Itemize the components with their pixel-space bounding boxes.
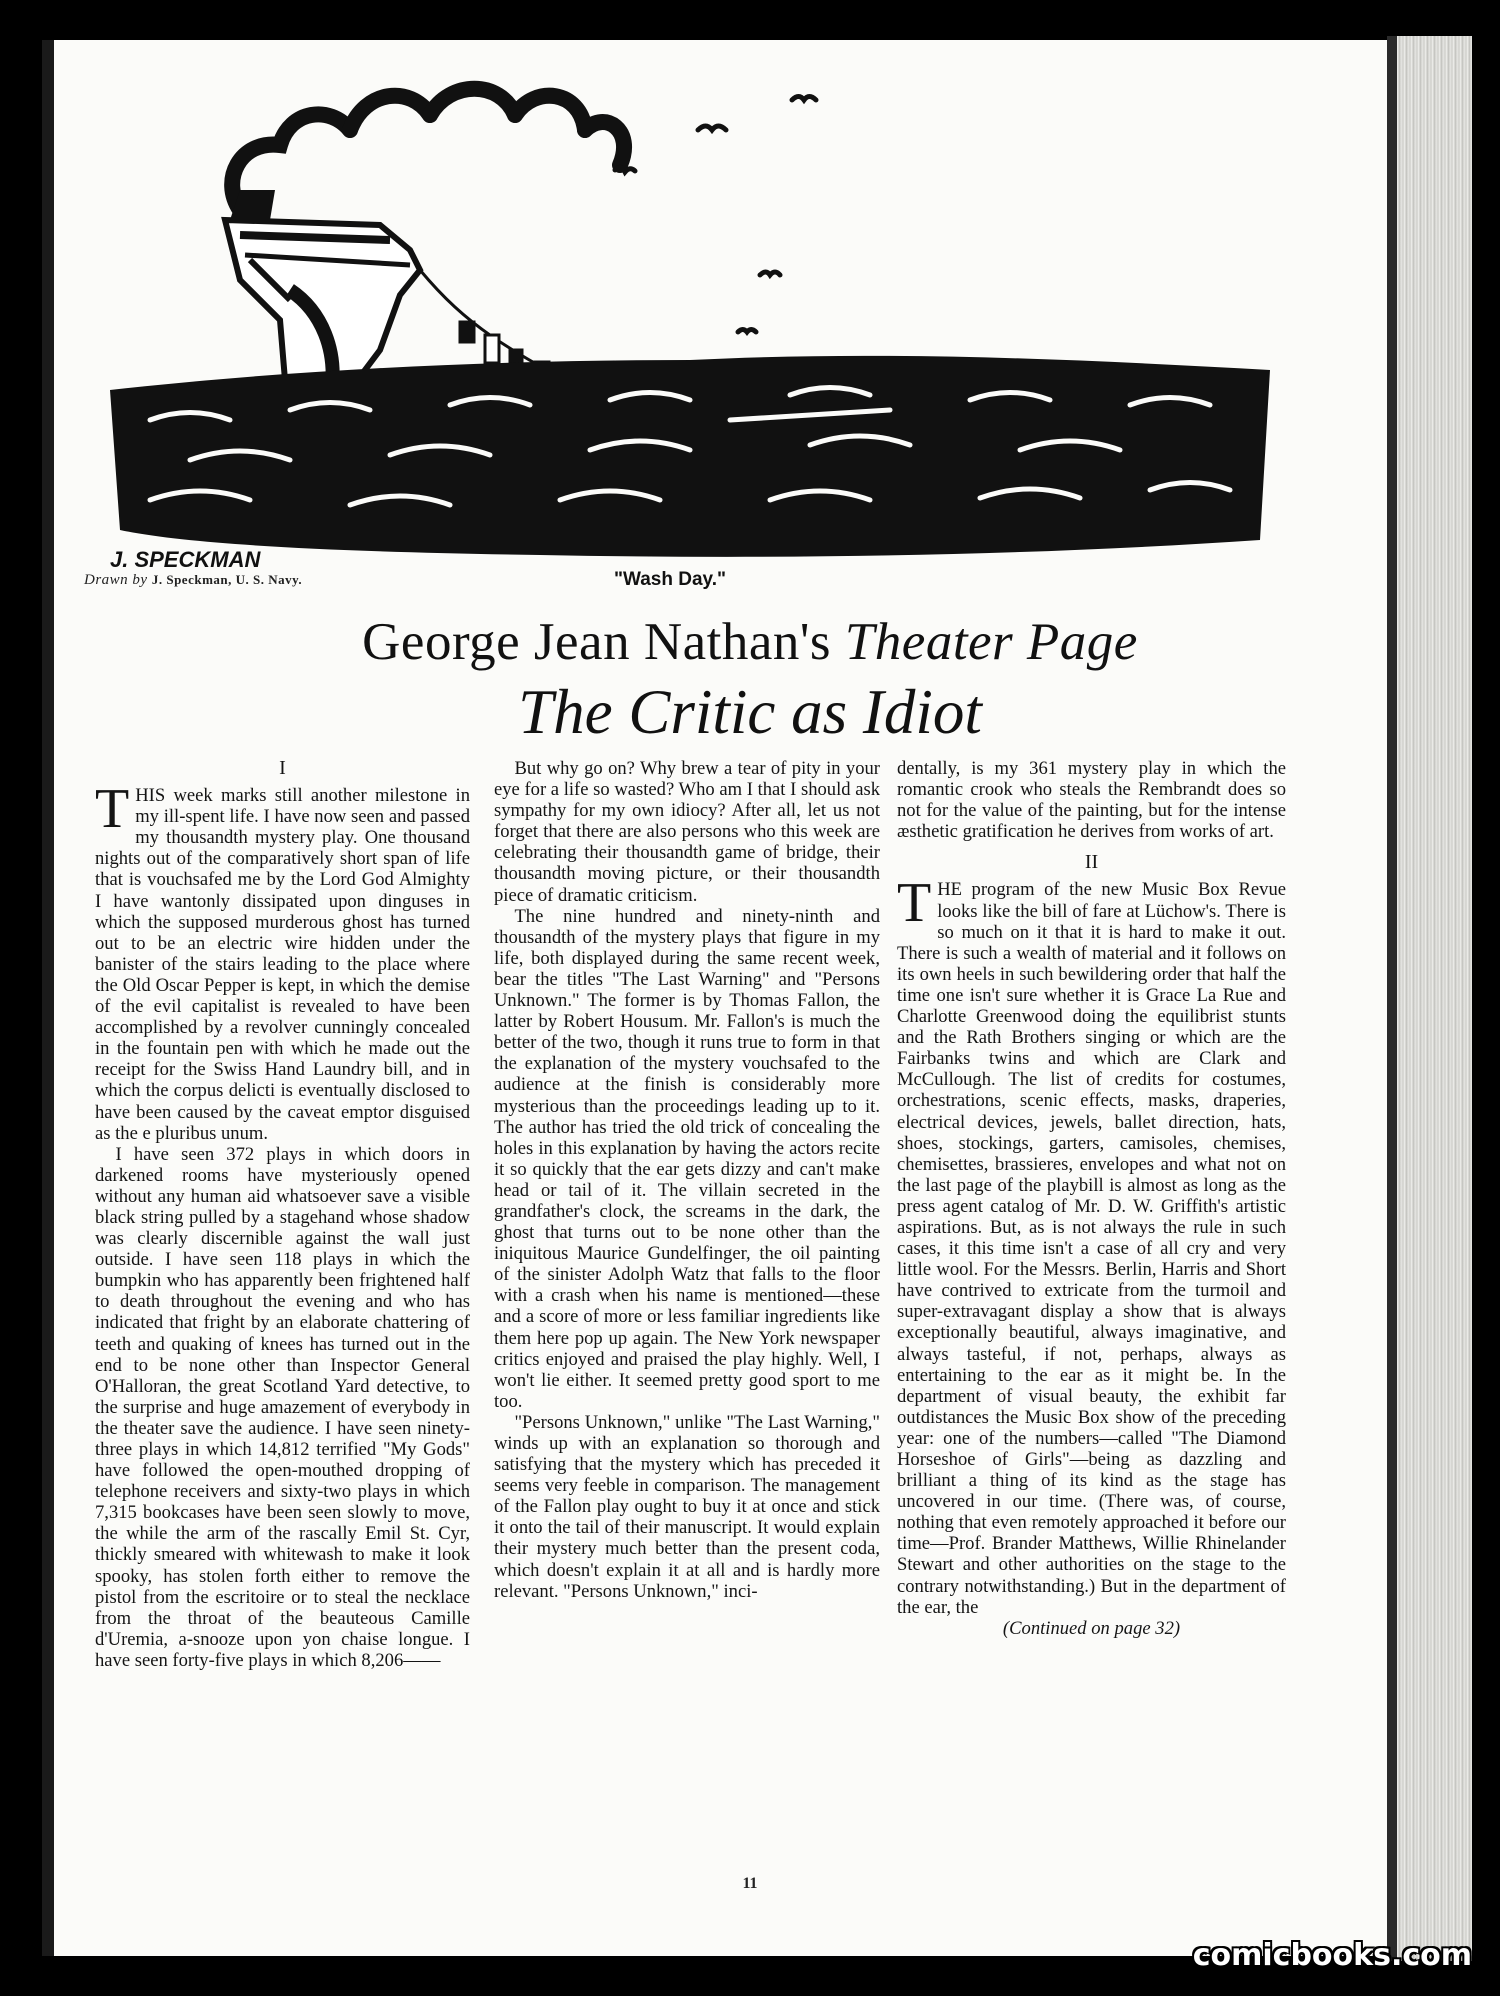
title-section: Theater Page [844, 613, 1138, 671]
sea-waves [110, 356, 1270, 557]
page-gutter-shadow [42, 40, 54, 1956]
section-heading: I [279, 757, 286, 779]
paragraph: I have seen 372 plays in which doors in darkened rooms have mysteriously opened without any human aid whatsoever save a visible black string pulled by a stagehand whose shadow was clearly discernible against the wall just outside. I have seen 118 plays in which the bumpkin who has apparently been frightened half to death throughout the evening and who has indicated that fright by an elaborate chattering of teeth and quaking of knees has turned out in the end to be none other than Inspector General O'Halloran, the great Scotland Yard detective, to the surprise and huge amazement of everybody in the theater save the audience. I have seen ninety-three plays in which 14,812 terrified "My Gods" have followed the open-mouthed dropping of telephone receivers and sixty-two plays in which 7,315 bookcases have been seen slowly to move, the while the arm of the rascally Emil St. Cyr, thickly smeared with whitewash to make it look spooky, has stolen forth either to remove the pistol from the escritoire or to steal the necklace from the throat of the beauteous Camille d'Uremia, a-snooze upon yon chaise longue. I have seen forty-five plays in which 8,206—— [95, 1143, 470, 1671]
illustration-credit [84, 572, 302, 589]
credit-name: J. Speckman, U. S. Navy. [151, 572, 303, 587]
paragraph: THE program of the new Music Box Revue looks like the bill of fare at Lüchow's. There is so much on it that it is hard to make it out. There is such a wealth of material and it follows on its own heels in such bewildering order that half the time one isn't sure whether it is Grace La Rue and Charlotte Greenwood doing the equilibrist stunts and the Rath Brothers singing or which are the Fairbanks twins and which are Clark and McCullough. The list of credits for costumes, orchestrations, scenic effects, masks, draperies, electrical devices, jewels, ballet direction, hats, shoes, stockings, garters, camisoles, chemises, chemisettes, brassieres, envelopes and what not on the last page of the playbill is almost as long as the press agent catalog of Mr. D. W. Griffith's artistic aspirations. But, as is not always the rule in such cases, it this time isn't a case of all cry and very little wool. For the Messrs. Berlin, Harris and Short have contrived to extricate from the turmoil and super-extravagant display a show that is always exceptionally beautiful, always imaginative, and always tasteful, if not, perhaps, always as entertaining to the ear as it might be. In the department of visual beauty, the exhibit far outdistances the Music Box show of the preceding year: one of the numbers—called "The Diamond Horseshoe of Girls"—being as dazzling and brilliant a thing of its kind as the stage has uncovered in our time. (There was, of course, nothing that even remotely approached it before our time—Prof. Brander Matthews, Willie Rhinelander Stewart and other authorities on the stage to the contrary notwithstanding.) But in the department of the ear, the [897, 872, 1286, 1618]
drop-cap: T [897, 872, 932, 935]
column-2 [494, 758, 880, 1602]
wash-day-illustration [90, 60, 1290, 575]
paragraph: dentally, is my 361 mystery play in which the romantic crook who steals the Rembrandt does so not for the value of the painting, but for the intense æsthetic gratification he derives from works of art. [897, 758, 1286, 843]
smoke-clouds [232, 89, 624, 210]
paragraph: "Persons Unknown," unlike "The Last Warning," winds up with an explanation so thorough and satisfying that the mystery which has preceded it seems very feeble in comparison. The management of the Fallon play ought to buy it at once and stick it onto the tail of their manuscript. It would explain their mystery much better than the present coda, which doesn't explain it at all and is hardly more relevant. "Persons Unknown," inci- [494, 1411, 880, 1602]
title-author: George Jean Nathan's [362, 613, 845, 671]
page-number: 11 [742, 1875, 758, 1892]
page-stack-edge [1387, 36, 1472, 1961]
column-1 [95, 758, 470, 1671]
illustration-caption: "Wash Day." [614, 569, 726, 590]
column-3 [897, 758, 1286, 1639]
drop-cap: T [95, 778, 130, 841]
page-edge-shadow [1387, 36, 1397, 1961]
page-title [0, 612, 1500, 672]
artist-signature: J. SPECKMAN [110, 547, 261, 572]
credit-prefix: Drawn by [84, 572, 148, 588]
paragraph: The nine hundred and ninety-ninth and thousandth of the mystery plays that figure in my life, both displayed during the same recent week, bear the titles "The Last Warning" and "Persons Unknown." The former is by Thomas Fallon, the latter by Robert Housum. Mr. Fallon's is much the better of the two, though it runs true to form in that the explanation of the mystery vouchsafed to the audience at the finish is considerably more mysterious than the proceedings leading up to it. The author has tried the old trick of concealing the holes in this explanation by having the actors recite it so quickly that the ear gets dizzy and can't make head or tail of it. The villain secreted in the grandfather's clock, the screams in the dark, the ghost that turns out to be none other than the iniquitous Maurice Gundelfinger, the oil painting of the sinister Adolph Watz that falls to the floor with a crash when his name is mentioned—these and a score of more or less familiar ingredients like them here pop up again. The New York newspaper critics enjoyed and praised the play highly. Well, I won't lie either. It seemed pretty good sport to me too. [494, 905, 880, 1412]
paragraph: But why go on? Why brew a tear of pity in your eye for a life so wasted? Who am I that I should ask sympathy for my own idiocy? After all, let us not forget that there are also persons who this week are celebrating their thousandth game of bridge, their thousandth moving picture, or their thousandth piece of dramatic criticism. [494, 758, 880, 906]
site-watermark: comicbooks.com [1192, 1938, 1472, 1973]
continued-notice: (Continued on page 32) [1002, 1617, 1181, 1639]
paragraph: THIS week marks still another milestone in my ill-spent life. I have now seen and passed my thousandth mystery play. One thousand nights out of the comparatively short span of life that is vouchsafed me by the Lord God Almighty I have wantonly dissipated upon dinguses in which the supposed murderous ghost has turned out to be an electric wire hidden under the banister of the stairs leading to the place where the Old Oscar Pepper is kept, in which the demise of the evil capitalist is revealed to have been accomplished by a revolver cunningly concealed in the fountain pen with which he made out the receipt for the Swiss Hand Laundry bill, and in which the corpus delicti is eventually disclosed to have been caused by the caveat emptor disguised as the e pluribus unum. [95, 778, 470, 1144]
seagulls [615, 97, 816, 333]
section-heading: II [1084, 851, 1099, 874]
article-title: The Critic as Idiot [518, 677, 982, 747]
